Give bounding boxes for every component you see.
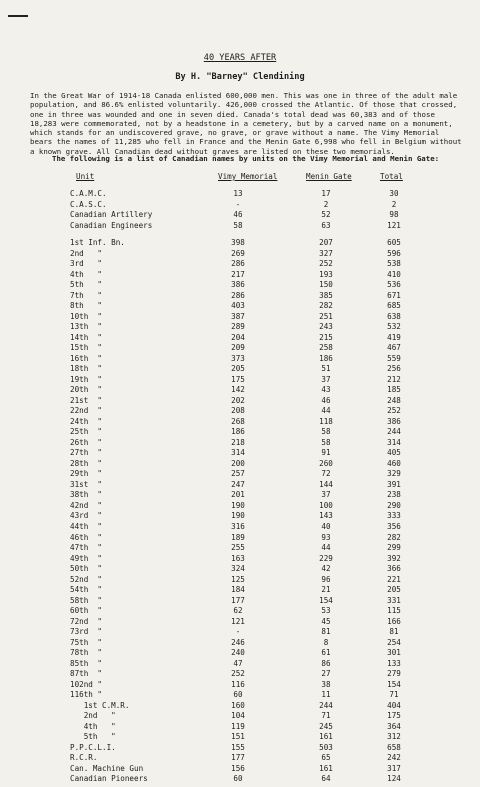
vimy-cell: 200 bbox=[231, 458, 245, 468]
menin-cell: 38 bbox=[321, 679, 331, 689]
total-cell: 212 bbox=[387, 374, 401, 384]
table-row bbox=[0, 753, 480, 764]
corner-mark bbox=[8, 15, 28, 17]
menin-cell: 91 bbox=[321, 448, 331, 458]
vimy-cell: 142 bbox=[231, 385, 245, 395]
header-menin: Menin Gate bbox=[306, 172, 352, 181]
table-row bbox=[0, 606, 480, 617]
table-row bbox=[0, 406, 480, 417]
unit-cell: 24th " bbox=[70, 416, 103, 426]
vimy-cell: 119 bbox=[231, 721, 245, 731]
unit-cell: 42nd " bbox=[70, 500, 103, 510]
unit-cell: 14th " bbox=[70, 332, 103, 342]
total-cell: 392 bbox=[387, 553, 401, 563]
menin-cell: 65 bbox=[321, 753, 331, 763]
menin-cell: 21 bbox=[321, 585, 331, 595]
table-row bbox=[0, 354, 480, 365]
unit-cell: 60th " bbox=[70, 606, 103, 616]
total-cell: 242 bbox=[387, 753, 401, 763]
vimy-cell: 269 bbox=[231, 248, 245, 258]
total-cell: 30 bbox=[389, 189, 399, 198]
table-row bbox=[0, 480, 480, 491]
total-cell: 185 bbox=[387, 385, 401, 395]
table-row bbox=[0, 564, 480, 575]
unit-cell: 4th " bbox=[70, 269, 103, 279]
table-row bbox=[0, 210, 480, 221]
menin-cell: 229 bbox=[319, 553, 333, 563]
vimy-cell: 217 bbox=[231, 269, 245, 279]
total-cell: 596 bbox=[387, 248, 401, 258]
unit-cell: 31st " bbox=[70, 479, 103, 489]
menin-cell: 44 bbox=[321, 543, 331, 553]
vimy-cell: 125 bbox=[231, 574, 245, 584]
table-row bbox=[0, 291, 480, 302]
vimy-cell: 209 bbox=[231, 343, 245, 353]
menin-cell: 118 bbox=[319, 416, 333, 426]
table-row bbox=[0, 385, 480, 396]
total-cell: 532 bbox=[387, 322, 401, 332]
intro-paragraph: In the Great War of 1914-18 Canada enlisted 600,000 men. This was one in three of the adult male population, and 86.6% enlisted voluntarily. 426,000 crossed the Atlantic. Of those that crossed, one in three was wounded and one in seven died. Canada's total dead was 60,383 and of those 18,283 were commemorated, not by a headstone in a cemetery, but by a carved name on a monument, which stands for an undiscovered grave, no grave, or grave without a name. The Vimy Memorial bears the names of 11,285 who fell in France and the Menin Gate 6,998 who fell in Belgium without a known grave. All Canadian dead without graves are listed on these two memorials. bbox=[30, 91, 462, 156]
table-row bbox=[0, 511, 480, 522]
unit-cell: 21st " bbox=[70, 395, 103, 405]
vimy-cell: 46 bbox=[233, 210, 243, 220]
total-cell: 279 bbox=[387, 669, 401, 679]
table-row bbox=[0, 659, 480, 670]
table-row bbox=[0, 722, 480, 733]
menin-cell: 42 bbox=[321, 564, 331, 574]
table-row bbox=[0, 585, 480, 596]
table-row bbox=[0, 280, 480, 291]
table-row bbox=[0, 554, 480, 565]
menin-cell: 27 bbox=[321, 669, 331, 679]
menin-cell: 17 bbox=[321, 189, 331, 198]
unit-cell: 50th " bbox=[70, 564, 103, 574]
unit-cell: 13th " bbox=[70, 322, 103, 332]
table-row bbox=[0, 189, 480, 200]
menin-cell: 86 bbox=[321, 658, 331, 668]
menin-cell: 51 bbox=[321, 364, 331, 374]
table-row bbox=[0, 301, 480, 312]
table-row bbox=[0, 575, 480, 586]
unit-cell: 5th " bbox=[70, 280, 103, 290]
vimy-cell: 155 bbox=[231, 742, 245, 752]
total-cell: 254 bbox=[387, 637, 401, 647]
vimy-cell: 314 bbox=[231, 448, 245, 458]
header-unit: Unit bbox=[76, 172, 95, 181]
unit-cell: C.A.S.C. bbox=[70, 199, 107, 209]
list-intro: The following is a list of Canadian names by units on the Vimy Memorial and Menin Gate: bbox=[52, 154, 440, 163]
menin-cell: 46 bbox=[321, 395, 331, 405]
table-row bbox=[0, 669, 480, 680]
vimy-cell: 177 bbox=[231, 595, 245, 605]
vimy-cell: 246 bbox=[231, 637, 245, 647]
menin-cell: 93 bbox=[321, 532, 331, 542]
menin-cell: 8 bbox=[323, 637, 329, 647]
total-cell: 2 bbox=[391, 199, 397, 209]
vimy-cell: 184 bbox=[231, 585, 245, 595]
total-cell: 658 bbox=[387, 742, 401, 752]
menin-cell: 161 bbox=[319, 763, 333, 773]
unit-cell: 116th " bbox=[70, 690, 103, 700]
unit-cell: 7th " bbox=[70, 290, 103, 300]
total-cell: 98 bbox=[389, 210, 399, 220]
total-cell: 559 bbox=[387, 353, 401, 363]
menin-cell: 282 bbox=[319, 301, 333, 311]
total-cell: 154 bbox=[387, 679, 401, 689]
vimy-cell: 190 bbox=[231, 500, 245, 510]
vimy-cell: 386 bbox=[231, 280, 245, 290]
table-row bbox=[0, 427, 480, 438]
total-cell: 467 bbox=[387, 343, 401, 353]
vimy-cell: 156 bbox=[231, 763, 245, 773]
menin-cell: 260 bbox=[319, 458, 333, 468]
table-row bbox=[0, 322, 480, 333]
menin-cell: 207 bbox=[319, 238, 333, 248]
table-row bbox=[0, 732, 480, 743]
total-cell: 314 bbox=[387, 437, 401, 447]
vimy-cell: 13 bbox=[233, 189, 243, 198]
menin-cell: 96 bbox=[321, 574, 331, 584]
total-cell: 205 bbox=[387, 585, 401, 595]
menin-cell: 327 bbox=[319, 248, 333, 258]
menin-cell: 37 bbox=[321, 374, 331, 384]
menin-cell: 81 bbox=[321, 627, 331, 637]
vimy-cell: 240 bbox=[231, 648, 245, 658]
unit-cell: 4th " bbox=[70, 721, 116, 731]
unit-cell: 49th " bbox=[70, 553, 103, 563]
unit-cell: Canadian Engineers bbox=[70, 220, 153, 230]
table-row bbox=[0, 343, 480, 354]
unit-cell: 2nd " bbox=[70, 248, 103, 258]
total-cell: 124 bbox=[387, 774, 401, 784]
total-cell: 166 bbox=[387, 616, 401, 626]
vimy-cell: 190 bbox=[231, 511, 245, 521]
vimy-cell: 62 bbox=[233, 606, 243, 616]
table-row bbox=[0, 490, 480, 501]
total-cell: 290 bbox=[387, 500, 401, 510]
table-row bbox=[0, 522, 480, 533]
menin-cell: 37 bbox=[321, 490, 331, 500]
menin-cell: 385 bbox=[319, 290, 333, 300]
total-cell: 282 bbox=[387, 532, 401, 542]
unit-cell: 58th " bbox=[70, 595, 103, 605]
table-row bbox=[0, 596, 480, 607]
total-cell: 419 bbox=[387, 332, 401, 342]
menin-cell: 43 bbox=[321, 385, 331, 395]
vimy-cell: 255 bbox=[231, 543, 245, 553]
vimy-cell: 58 bbox=[233, 220, 243, 230]
unit-cell: 85th " bbox=[70, 658, 103, 668]
total-cell: 221 bbox=[387, 574, 401, 584]
vimy-cell: 160 bbox=[231, 700, 245, 710]
menin-cell: 44 bbox=[321, 406, 331, 416]
unit-cell: 102nd " bbox=[70, 679, 103, 689]
menin-cell: 503 bbox=[319, 742, 333, 752]
menin-cell: 252 bbox=[319, 259, 333, 269]
total-cell: 244 bbox=[387, 427, 401, 437]
total-cell: 404 bbox=[387, 700, 401, 710]
menin-cell: 64 bbox=[321, 774, 331, 784]
table-row bbox=[0, 501, 480, 512]
unit-cell: 52nd " bbox=[70, 574, 103, 584]
table-row bbox=[0, 200, 480, 211]
table-row bbox=[0, 259, 480, 270]
vimy-cell: 208 bbox=[231, 406, 245, 416]
table-row bbox=[0, 648, 480, 659]
table-row bbox=[0, 312, 480, 323]
vimy-cell: 205 bbox=[231, 364, 245, 374]
vimy-cell: 121 bbox=[231, 616, 245, 626]
menin-cell: 258 bbox=[319, 343, 333, 353]
unit-cell: Can. Machine Gun bbox=[70, 763, 144, 773]
table-row bbox=[0, 238, 480, 249]
menin-cell: 193 bbox=[319, 269, 333, 279]
vimy-cell: 47 bbox=[233, 658, 243, 668]
table-row bbox=[0, 701, 480, 712]
vimy-cell: 60 bbox=[233, 690, 243, 700]
menin-cell: 61 bbox=[321, 648, 331, 658]
table-row bbox=[0, 533, 480, 544]
table-row bbox=[0, 638, 480, 649]
table-row bbox=[0, 711, 480, 722]
menin-cell: 186 bbox=[319, 353, 333, 363]
menin-cell: 58 bbox=[321, 437, 331, 447]
total-cell: 256 bbox=[387, 364, 401, 374]
table-row bbox=[0, 417, 480, 428]
menin-cell: 243 bbox=[319, 322, 333, 332]
table-row bbox=[0, 469, 480, 480]
vimy-cell: 104 bbox=[231, 711, 245, 721]
total-cell: 685 bbox=[387, 301, 401, 311]
vimy-cell: 201 bbox=[231, 490, 245, 500]
total-cell: 331 bbox=[387, 595, 401, 605]
total-cell: 71 bbox=[389, 690, 399, 700]
unit-cell: 22nd " bbox=[70, 406, 103, 416]
vimy-cell: 204 bbox=[231, 332, 245, 342]
total-cell: 115 bbox=[387, 606, 401, 616]
total-cell: 605 bbox=[387, 238, 401, 248]
vimy-cell: 163 bbox=[231, 553, 245, 563]
total-cell: 538 bbox=[387, 259, 401, 269]
vimy-cell: 247 bbox=[231, 479, 245, 489]
vimy-cell: 289 bbox=[231, 322, 245, 332]
vimy-cell: 252 bbox=[231, 669, 245, 679]
unit-cell: 25th " bbox=[70, 427, 103, 437]
unit-cell: 26th " bbox=[70, 437, 103, 447]
unit-cell: 72nd " bbox=[70, 616, 103, 626]
vimy-cell: 218 bbox=[231, 437, 245, 447]
unit-cell: 29th " bbox=[70, 469, 103, 479]
table-row bbox=[0, 617, 480, 628]
unit-table bbox=[0, 189, 480, 785]
table-row bbox=[0, 680, 480, 691]
menin-cell: 40 bbox=[321, 521, 331, 531]
total-cell: 391 bbox=[387, 479, 401, 489]
total-cell: 329 bbox=[387, 469, 401, 479]
vimy-cell: 189 bbox=[231, 532, 245, 542]
unit-cell: 27th " bbox=[70, 448, 103, 458]
unit-cell: 38th " bbox=[70, 490, 103, 500]
total-cell: 405 bbox=[387, 448, 401, 458]
unit-cell: Canadian Pioneers bbox=[70, 774, 148, 784]
table-row bbox=[0, 375, 480, 386]
vimy-cell: 60 bbox=[233, 774, 243, 784]
unit-cell: 3rd " bbox=[70, 259, 103, 269]
vimy-cell: 116 bbox=[231, 679, 245, 689]
total-cell: 317 bbox=[387, 763, 401, 773]
table-row bbox=[0, 459, 480, 470]
menin-cell: 244 bbox=[319, 700, 333, 710]
unit-cell: 43rd " bbox=[70, 511, 103, 521]
total-cell: 410 bbox=[387, 269, 401, 279]
unit-cell: 28th " bbox=[70, 458, 103, 468]
vimy-cell: 175 bbox=[231, 374, 245, 384]
vimy-cell: 257 bbox=[231, 469, 245, 479]
unit-cell: Canadian Artillery bbox=[70, 210, 153, 220]
header-vimy: Vimy Memorial bbox=[218, 172, 278, 181]
total-cell: 252 bbox=[387, 406, 401, 416]
document-title: 40 YEARS AFTER bbox=[203, 53, 277, 63]
unit-cell: 46th " bbox=[70, 532, 103, 542]
unit-cell: 18th " bbox=[70, 364, 103, 374]
total-cell: 460 bbox=[387, 458, 401, 468]
unit-cell: 20th " bbox=[70, 385, 103, 395]
unit-cell: 73rd " bbox=[70, 627, 103, 637]
table-row bbox=[0, 270, 480, 281]
vimy-cell: 387 bbox=[231, 311, 245, 321]
total-cell: 638 bbox=[387, 311, 401, 321]
total-cell: 121 bbox=[387, 220, 401, 230]
menin-cell: 71 bbox=[321, 711, 331, 721]
total-cell: 238 bbox=[387, 490, 401, 500]
unit-cell: 8th " bbox=[70, 301, 103, 311]
vimy-cell: 373 bbox=[231, 353, 245, 363]
menin-cell: 245 bbox=[319, 721, 333, 731]
table-row bbox=[0, 249, 480, 260]
menin-cell: 215 bbox=[319, 332, 333, 342]
menin-cell: 144 bbox=[319, 479, 333, 489]
menin-cell: 100 bbox=[319, 500, 333, 510]
vimy-cell: - bbox=[235, 199, 241, 209]
unit-cell: 16th " bbox=[70, 353, 103, 363]
menin-cell: 53 bbox=[321, 606, 331, 616]
table-row bbox=[0, 448, 480, 459]
menin-cell: 161 bbox=[319, 732, 333, 742]
vimy-cell: 316 bbox=[231, 521, 245, 531]
table-row bbox=[0, 543, 480, 554]
menin-cell: 72 bbox=[321, 469, 331, 479]
total-cell: 671 bbox=[387, 290, 401, 300]
unit-cell: 15th " bbox=[70, 343, 103, 353]
header-total: Total bbox=[380, 172, 403, 181]
table-row bbox=[0, 396, 480, 407]
unit-cell: 44th " bbox=[70, 521, 103, 531]
total-cell: 133 bbox=[387, 658, 401, 668]
total-cell: 175 bbox=[387, 711, 401, 721]
table-row bbox=[0, 774, 480, 785]
table-row bbox=[0, 743, 480, 754]
vimy-cell: 324 bbox=[231, 564, 245, 574]
author-byline: By H. "Barney" Clendining bbox=[175, 72, 305, 82]
table-row bbox=[0, 333, 480, 344]
total-cell: 301 bbox=[387, 648, 401, 658]
menin-cell: 58 bbox=[321, 427, 331, 437]
unit-cell: 1st C.M.R. bbox=[70, 700, 130, 710]
unit-cell: C.A.M.C. bbox=[70, 189, 107, 198]
unit-cell: 1st Inf. Bn. bbox=[70, 238, 125, 248]
total-cell: 299 bbox=[387, 543, 401, 553]
unit-cell: R.C.R. bbox=[70, 753, 98, 763]
vimy-cell: 286 bbox=[231, 259, 245, 269]
vimy-cell: 268 bbox=[231, 416, 245, 426]
menin-cell: 2 bbox=[323, 199, 329, 209]
menin-cell: 154 bbox=[319, 595, 333, 605]
unit-cell: 87th " bbox=[70, 669, 103, 679]
table-row bbox=[0, 438, 480, 449]
table-row bbox=[0, 764, 480, 775]
unit-cell: 5th " bbox=[70, 732, 116, 742]
menin-cell: 63 bbox=[321, 220, 331, 230]
vimy-cell: 186 bbox=[231, 427, 245, 437]
total-cell: 366 bbox=[387, 564, 401, 574]
unit-cell: 75th " bbox=[70, 637, 103, 647]
menin-cell: 150 bbox=[319, 280, 333, 290]
total-cell: 536 bbox=[387, 280, 401, 290]
menin-cell: 11 bbox=[321, 690, 331, 700]
total-cell: 312 bbox=[387, 732, 401, 742]
total-cell: 81 bbox=[389, 627, 399, 637]
unit-cell: 54th " bbox=[70, 585, 103, 595]
vimy-cell: 151 bbox=[231, 732, 245, 742]
unit-cell: 47th " bbox=[70, 543, 103, 553]
table-row bbox=[0, 364, 480, 375]
table-row bbox=[0, 627, 480, 638]
total-cell: 386 bbox=[387, 416, 401, 426]
unit-cell: P.P.C.L.I. bbox=[70, 742, 116, 752]
vimy-cell: 177 bbox=[231, 753, 245, 763]
total-cell: 333 bbox=[387, 511, 401, 521]
vimy-cell: 403 bbox=[231, 301, 245, 311]
table-row bbox=[0, 690, 480, 701]
total-cell: 248 bbox=[387, 395, 401, 405]
total-cell: 356 bbox=[387, 521, 401, 531]
unit-cell: 19th " bbox=[70, 374, 103, 384]
vimy-cell: 398 bbox=[231, 238, 245, 248]
unit-cell: 10th " bbox=[70, 311, 103, 321]
menin-cell: 143 bbox=[319, 511, 333, 521]
menin-cell: 52 bbox=[321, 210, 331, 220]
unit-cell: 78th " bbox=[70, 648, 103, 658]
unit-cell: 2nd " bbox=[70, 711, 116, 721]
table-row bbox=[0, 221, 480, 232]
vimy-cell: - bbox=[235, 627, 241, 637]
menin-cell: 45 bbox=[321, 616, 331, 626]
total-cell: 364 bbox=[387, 721, 401, 731]
vimy-cell: 202 bbox=[231, 395, 245, 405]
vimy-cell: 286 bbox=[231, 290, 245, 300]
menin-cell: 251 bbox=[319, 311, 333, 321]
